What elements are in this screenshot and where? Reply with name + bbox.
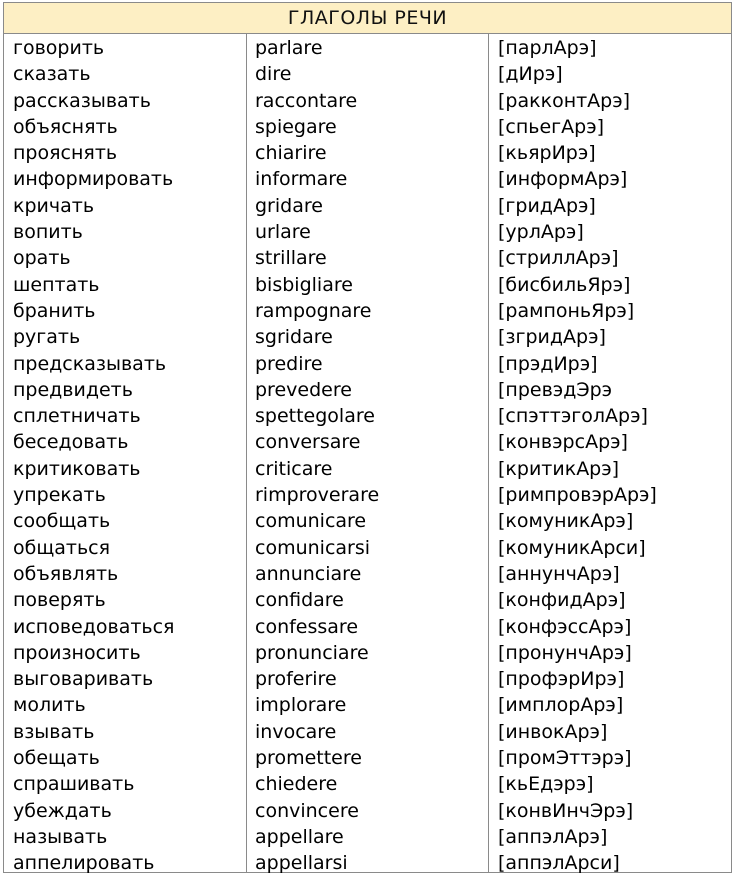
italian-verb: appellarsi	[255, 852, 348, 875]
transcription: [стриллАрэ]	[498, 247, 619, 270]
italian-verb: confessare	[255, 615, 359, 638]
transcription: [комуникАрси]	[498, 536, 646, 559]
russian-verb: поверять	[13, 589, 106, 612]
transcription: [римпровэрАрэ]	[498, 484, 657, 507]
italian-verb: gridare	[255, 194, 323, 217]
russian-verb: обещать	[13, 747, 100, 770]
russian-verb: упрекать	[13, 484, 106, 507]
table-title: ГЛАГОЛЫ РЕЧИ	[4, 3, 731, 34]
italian-verb: chiedere	[255, 773, 338, 796]
italian-verb: comunicarsi	[255, 536, 371, 559]
russian-verb: объяснять	[13, 115, 118, 138]
transcription: [кьЕдэрэ]	[498, 773, 594, 796]
italian-verb: parlare	[255, 37, 323, 59]
italian-verb: rimproverare	[255, 484, 380, 507]
transcription: [информАрэ]	[498, 168, 628, 191]
transcription: [спьегАрэ]	[498, 115, 605, 138]
russian-verb: сплетничать	[13, 405, 141, 428]
russian-verb: шептать	[13, 273, 100, 296]
italian-verb: strillare	[255, 247, 327, 270]
italian-verb: spettegolare	[255, 405, 375, 428]
russian-verb: кричать	[13, 194, 95, 217]
transcription: [гридАрэ]	[498, 194, 596, 217]
transcription: [инвокАрэ]	[498, 720, 608, 743]
russian-verb: исповедоваться	[13, 615, 175, 638]
verbs-table	[3, 2, 732, 873]
italian-verb: confidare	[255, 589, 344, 612]
italian-verb: prevedere	[255, 378, 352, 401]
russian-verb: говорить	[13, 37, 105, 59]
russian-verb: сообщать	[13, 510, 111, 533]
transcription: [ракконтАрэ]	[498, 89, 631, 112]
italian-verb: chiarire	[255, 142, 327, 165]
transcription: [конфэссАрэ]	[498, 615, 632, 638]
russian-verb: спрашивать	[13, 773, 135, 796]
transcription: [прэдИрэ]	[498, 352, 598, 375]
russian-verb: выговаривать	[13, 668, 154, 691]
italian-verb: proferire	[255, 668, 337, 691]
russian-verb: называть	[13, 825, 108, 848]
transcription: [критикАрэ]	[498, 457, 620, 480]
italian-verb: convincere	[255, 799, 359, 822]
transcription: [урлАрэ]	[498, 221, 584, 244]
italian-verb: sgridare	[255, 326, 333, 349]
russian-verb: вопить	[13, 221, 83, 244]
italian-verb: predire	[255, 352, 323, 375]
column-italian	[247, 34, 489, 875]
transcription: [конфидАрэ]	[498, 589, 626, 612]
column-russian	[4, 34, 247, 875]
italian-verb: dire	[255, 63, 292, 86]
russian-verb: убеждать	[13, 799, 112, 822]
russian-verb: рассказывать	[13, 89, 151, 112]
italian-verb: appellare	[255, 825, 344, 848]
italian-verb: invocare	[255, 720, 337, 743]
russian-verb: бранить	[13, 299, 96, 322]
russian-verb: молить	[13, 694, 86, 717]
transcription: [аппэлАрэ]	[498, 825, 608, 848]
russian-verb: беседовать	[13, 431, 129, 454]
italian-verb: criticare	[255, 457, 333, 480]
transcription: [рампоньЯрэ]	[498, 299, 635, 322]
russian-verb: предсказывать	[13, 352, 167, 375]
russian-verb: взывать	[13, 720, 95, 743]
italian-verb: annunciare	[255, 562, 362, 585]
transcription: [имплорАрэ]	[498, 694, 624, 717]
russian-verb: общаться	[13, 536, 111, 559]
italian-verb: pronunciare	[255, 641, 369, 664]
transcription: [кьярИрэ]	[498, 142, 596, 165]
transcription: [конвэрсАрэ]	[498, 431, 628, 454]
transcription: [комуникАрэ]	[498, 510, 634, 533]
russian-verb: предвидеть	[13, 378, 133, 401]
italian-verb: implorare	[255, 694, 347, 717]
russian-verb: объявлять	[13, 562, 119, 585]
italian-verb: comunicare	[255, 510, 367, 533]
transcription: [згридАрэ]	[498, 326, 606, 349]
russian-verb: информировать	[13, 168, 174, 191]
transcription: [конвИнчЭрэ]	[498, 799, 634, 822]
italian-verb: urlare	[255, 221, 311, 244]
italian-verb: conversare	[255, 431, 361, 454]
transcription: [превэдЭрэ	[498, 378, 613, 401]
transcription: [профэрИрэ]	[498, 668, 625, 691]
russian-verb: прояснять	[13, 142, 118, 165]
russian-verb: сказать	[13, 63, 91, 86]
transcription: [аппэлАрси]	[498, 852, 620, 875]
transcription: [спэттэголАрэ]	[498, 405, 648, 428]
transcription: [парлАрэ]	[498, 37, 597, 59]
transcription: [промЭттэрэ]	[498, 747, 632, 770]
italian-verb: spiegare	[255, 115, 337, 138]
russian-verb: аппелировать	[13, 852, 155, 875]
transcription: [бисбильЯрэ]	[498, 273, 631, 296]
table-body	[4, 34, 731, 875]
russian-verb: произносить	[13, 641, 141, 664]
italian-verb: bisbigliare	[255, 273, 353, 296]
transcription: [дИрэ]	[498, 63, 563, 86]
transcription: [аннунчАрэ]	[498, 562, 620, 585]
transcription: [пронунчАрэ]	[498, 641, 632, 664]
italian-verb: raccontare	[255, 89, 358, 112]
russian-verb: ругать	[13, 326, 81, 349]
russian-verb: критиковать	[13, 457, 141, 480]
italian-verb: promettere	[255, 747, 362, 770]
russian-verb: орать	[13, 247, 71, 270]
italian-verb: informare	[255, 168, 348, 191]
italian-verb: rampognare	[255, 299, 372, 322]
column-transcription	[489, 34, 731, 875]
